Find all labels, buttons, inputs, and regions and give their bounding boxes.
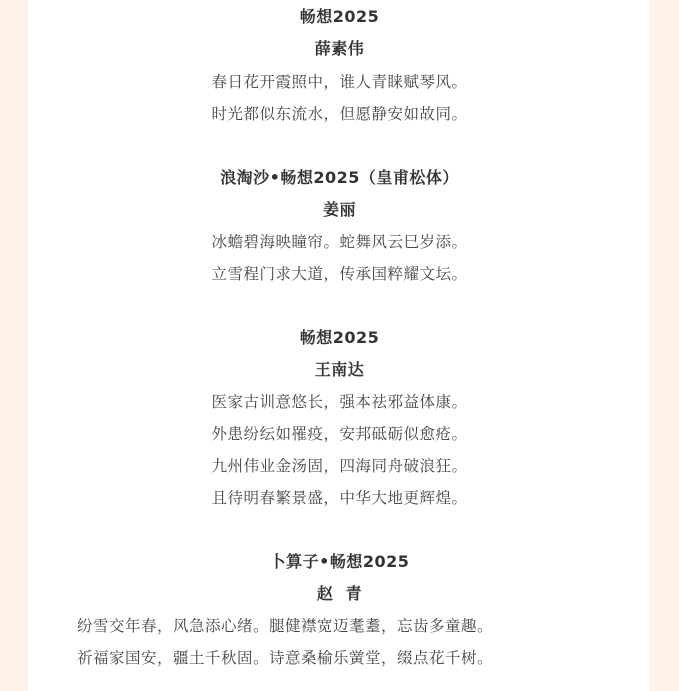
poem-author: 薛素伟	[314, 39, 365, 58]
poem-line: 医家古训意悠长，强本祛邪益体康。	[211, 393, 468, 411]
poem-line: 春日花开霞照中，谁人青睐赋琴风。	[211, 73, 468, 91]
poem-line: 且待明春繁景盛，中华大地更辉煌。	[211, 489, 468, 507]
poem-line: 立雪程门求大道，传承国粹耀文坛。	[211, 265, 468, 283]
poem-line: 纷雪交年春，风急添心绪。腿健襟宽迈耄耋，忘齿多童趣。	[77, 617, 494, 635]
poem-line: 九州伟业金汤固，四海同舟破浪狂。	[211, 457, 468, 475]
poem-title: 畅想2025	[299, 328, 380, 347]
poem-author: 王南达	[314, 360, 365, 379]
poem-line: 时光都似东流水，但愿静安如故同。	[211, 105, 468, 123]
poem-author: 姜丽	[322, 200, 356, 219]
poem-title: 卜算子•畅想2025	[269, 552, 410, 571]
poem-title: 浪淘沙•畅想2025（皇甫松体）	[220, 168, 459, 187]
poem-author: 赵 青	[316, 584, 363, 603]
poem-title: 畅想2025	[299, 7, 380, 26]
poem-line: 祈福家国安，疆土千秋固。诗意桑榆乐黉堂，缀点花千树。	[77, 649, 494, 667]
poem-line: 外患纷纭如罹疫，安邦砥砺似愈疮。	[211, 425, 468, 443]
poem-line: 冰蟾碧海映瞳帘。蛇舞风云巳岁添。	[211, 233, 468, 251]
